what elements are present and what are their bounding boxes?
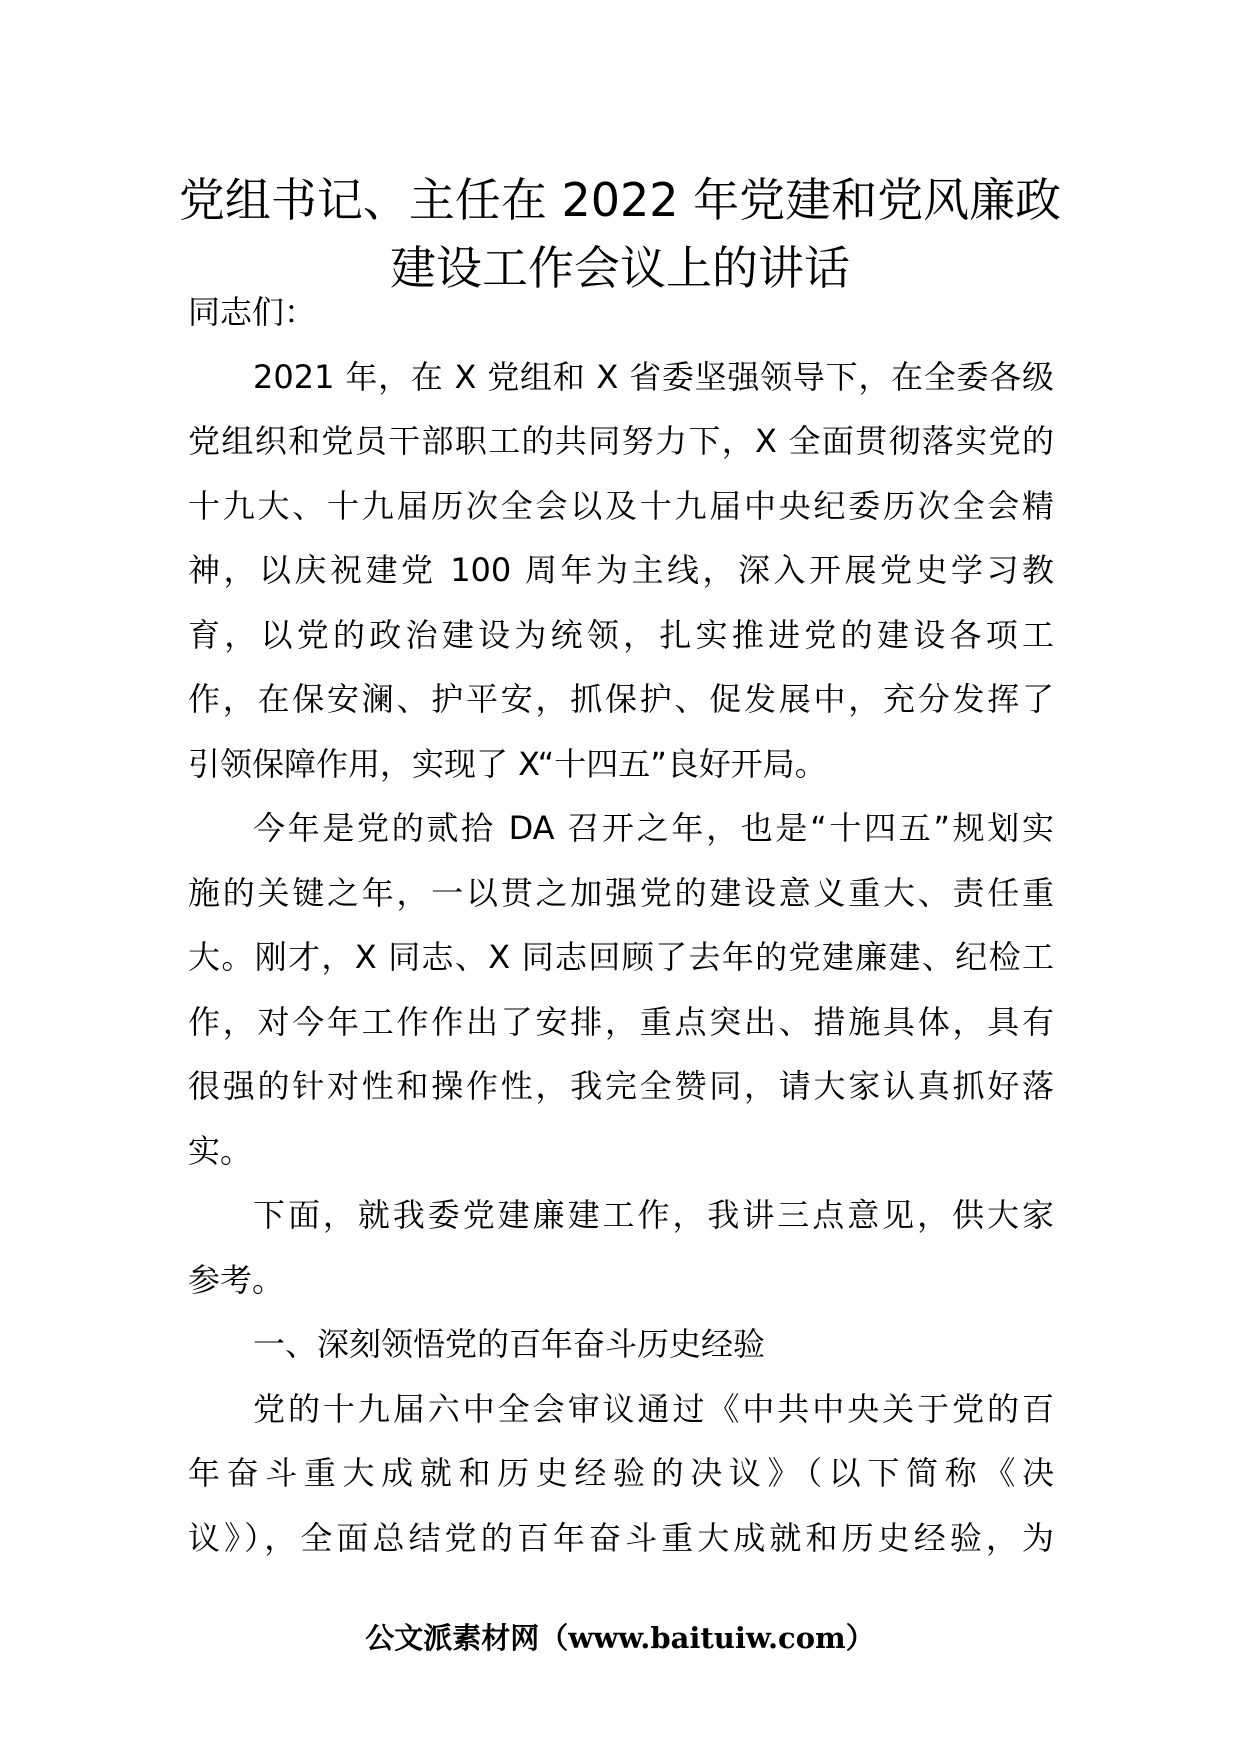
paragraph-line: 实。 [188, 1131, 253, 1170]
paragraph-line: 议》），全面总结党的百年奋斗重大成就和历史经验，为 [188, 1518, 1054, 1557]
paragraph-line: 育，以党的政治建设为统领，扎实推进党的建设各项工 [188, 615, 1054, 654]
paragraph-line: 作，对今年工作作出了安排，重点突出、措施具体，具有 [188, 1002, 1054, 1041]
paragraph-line: 2021 年，在 X 党组和 X 省委坚强领导下，在全委各级 [253, 357, 1054, 396]
salutation: 同志们： [188, 293, 317, 331]
paragraph-line: 年奋斗重大成就和历史经验的决议》（以下简称《决 [188, 1454, 1054, 1492]
paragraph-line: 施的关键之年，一以贯之加强党的建设意义重大、责任重 [188, 873, 1054, 912]
section-heading: 一、深刻领悟党的百年奋斗历史经验 [253, 1325, 766, 1363]
paragraph-line: 党组织和党员干部职工的共同努力下，X 全面贯彻落实党的 [188, 422, 1054, 460]
paragraph-line: 作，在保安澜、护平安，抓保护、促发展中，充分发挥了 [188, 680, 1054, 718]
paragraph-line: 大。刚才，X 同志、X 同志回顾了去年的党建廉建、纪检工 [188, 938, 1054, 976]
paragraph-line: 神，以庆祝建党 100 周年为主线，深入开展党史学习教 [188, 551, 1054, 589]
paragraph-line: 很强的针对性和操作性，我完全赞同，请大家认真抓好落 [188, 1067, 1054, 1105]
paragraph-line: 党的十九届六中全会审议通过《中共中央关于党的百 [253, 1389, 1054, 1428]
title-line: 建设工作会议上的讲话 [390, 241, 850, 295]
paragraph-line: 参考。 [188, 1260, 285, 1299]
document-body [188, 280, 1054, 1570]
paragraph-line: 引领保障作用，实现了 X“十四五”良好开局。 [188, 744, 827, 783]
paragraph-line: 今年是党的贰拾 DA 召开之年，也是“十四五”规划实 [253, 809, 1054, 847]
page-footer-watermark: 公文派素材网（www.baituiw.com） [365, 1621, 875, 1655]
paragraph-line: 下面，就我委党建廉建工作，我讲三点意见，供大家 [253, 1196, 1054, 1234]
title-line: 党组书记、主任在 2022 年党建和党风廉政 [178, 173, 1062, 227]
paragraph-line: 十九大、十九届历次全会以及十九届中央纪委历次全会精 [188, 486, 1054, 525]
